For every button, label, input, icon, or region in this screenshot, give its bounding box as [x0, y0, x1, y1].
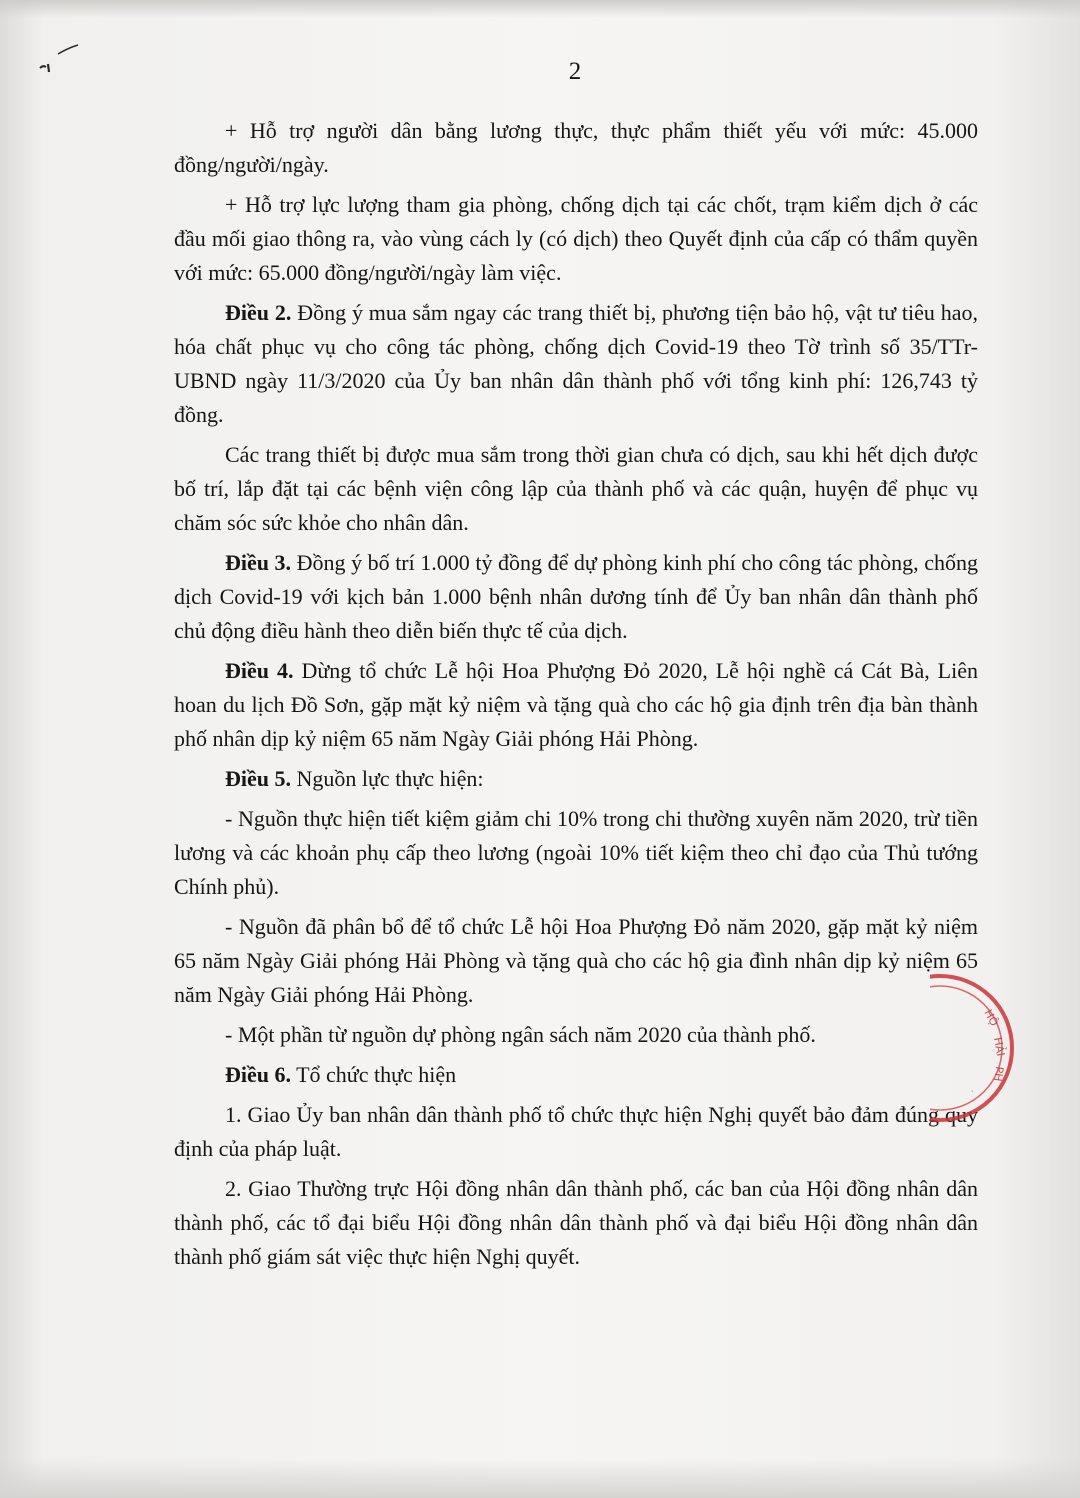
svg-text:PH: PH	[990, 1065, 1006, 1083]
article-3-heading: Điều 3.	[225, 550, 292, 575]
paragraph-implementation-2: 2. Giao Thường trực Hội đồng nhân dân thành phố, các ban của Hội đồng nhân dân thành phố, các tổ đại biểu Hội đồng nhân dân thành phố và đại biểu Hội đồng nhân dân thành phố giám sát việc thực hiện Nghị quyết.	[174, 1176, 978, 1269]
paragraph-article-5: Điều 5. Nguồn lực thực hiện:	[225, 766, 484, 791]
svg-text:HỘ: HỘ	[981, 1007, 1001, 1029]
document-body	[174, 114, 978, 1280]
paragraph-article-6: Điều 6. Tổ chức thực hiện	[225, 1062, 457, 1087]
article-2-heading: Điều 2.	[225, 300, 292, 325]
article-4-heading: Điều 4.	[225, 658, 294, 683]
paragraph-article-4: Điều 4. Dừng tổ chức Lễ hội Hoa Phượng Đỏ 2020, Lễ hội nghề cá Cát Bà, Liên hoan du lịch Đồ Sơn, gặp mặt kỷ niệm và tặng quà cho các hộ gia định trên địa bàn thành phố nhân dịp kỷ niệm 65 năm Ngày Giải phóng Hải Phòng.	[174, 658, 978, 751]
svg-text:·: ·	[965, 1086, 977, 1095]
paragraph-article-2: Điều 2. Đồng ý mua sắm ngay các trang thiết bị, phương tiện bảo hộ, vật tư tiêu hao, hóa chất phục vụ cho công tác phòng, chống dịch Covid-19 theo Tờ trình số 35/TTr-UBND ngày 11/3/2020 của Ủy ban nhân dân thành phố với tổng kinh phí: 126,743 tỷ đồng.	[174, 300, 978, 427]
scan-shadow-bottom	[0, 1458, 1080, 1498]
article-6-heading: Điều 6.	[225, 1062, 291, 1087]
paragraph-support-forces: + Hỗ trợ lực lượng tham gia phòng, chống dịch tại các chốt, trạm kiểm dịch ở các đầu mối giao thông ra, vào vùng cách ly (có dịch) theo Quyết định của cấp có thẩm quyền với mức: 65.000 đồng/người/ngày làm việc.	[174, 192, 978, 285]
svg-text:HẢI: HẢI	[991, 1036, 1008, 1058]
article-5-heading: Điều 5.	[225, 766, 291, 791]
paragraph-source-savings: - Nguồn thực hiện tiết kiệm giảm chi 10% trong chi thường xuyên năm 2020, trừ tiền lương và các khoản phụ cấp theo lương (ngoài 10% tiết kiệm theo chỉ đạo của Thủ tướng Chính phủ).	[174, 806, 978, 899]
paragraph-equipment: Các trang thiết bị được mua sắm trong thời gian chưa có dịch, sau khi hết dịch được bố trí, lắp đặt tại các bệnh viện công lập của thành phố và các quận, huyện để phục vụ chăm sóc sức khỏe cho nhân dân.	[174, 442, 978, 535]
red-seal-stamp	[930, 968, 1020, 1128]
paragraph-article-3: Điều 3. Đồng ý bố trí 1.000 tỷ đồng để dự phòng kinh phí cho công tác phòng, chống dịch Covid-19 với kịch bản 1.000 bệnh nhân dương tính để Ủy ban nhân dân thành phố chủ động điều hành theo diễn biến thực tế của dịch.	[174, 550, 978, 643]
page-number: 2	[568, 58, 582, 85]
scan-shadow-top	[0, 0, 1080, 18]
paragraph-source-allocated: - Nguồn đã phân bổ để tổ chức Lễ hội Hoa Phượng Đỏ năm 2020, gặp mặt kỷ niệm 65 năm Ngày Giải phóng Hải Phòng và tặng quà cho các hộ gia đình nhân dịp kỷ niệm 65 năm Ngày Giải phóng Hải Phòng.	[174, 914, 978, 1007]
paragraph-source-reserve: - Một phần từ nguồn dự phòng ngân sách năm 2020 của thành phố.	[225, 1022, 816, 1047]
paragraph-support-citizens: + Hỗ trợ người dân bằng lương thực, thực phẩm thiết yếu với mức: 45.000 đồng/người/ngày.	[174, 118, 978, 177]
paragraph-implementation-1: 1. Giao Ủy ban nhân dân thành phố tổ chức thực hiện Nghị quyết bảo đảm đúng quy định của pháp luật.	[174, 1102, 978, 1161]
